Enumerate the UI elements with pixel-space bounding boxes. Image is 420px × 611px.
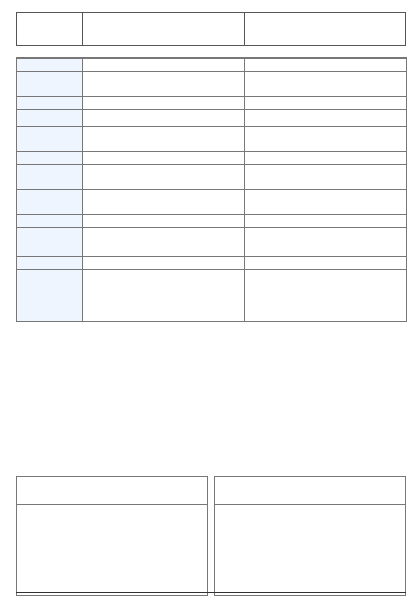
wednesday-cell	[245, 190, 407, 215]
row-label	[17, 72, 83, 97]
sunday-evening-title	[83, 13, 245, 45]
wednesday-cell	[245, 72, 407, 97]
table-row	[17, 97, 407, 110]
row-label	[17, 110, 83, 127]
wednesday-cell	[245, 215, 407, 228]
sunday-cell	[83, 257, 245, 270]
wednesday-cell	[245, 152, 407, 165]
dawn-prayer-title	[17, 477, 207, 505]
sunday-cell	[83, 72, 245, 97]
row-label	[17, 190, 83, 215]
sunday-cell	[83, 270, 245, 322]
wednesday-cell	[245, 228, 407, 257]
sunday-cell	[83, 165, 245, 190]
table-row	[17, 72, 407, 97]
table-row	[17, 110, 407, 127]
header-row	[16, 12, 406, 46]
sunday-cell	[83, 190, 245, 215]
table-row	[17, 270, 407, 322]
header-note	[16, 46, 406, 57]
sunday-cell	[83, 228, 245, 257]
row-label	[17, 215, 83, 228]
wednesday-cell	[245, 165, 407, 190]
sunday-cell	[83, 152, 245, 165]
table-row	[17, 165, 407, 190]
wednesday-evening-title	[245, 13, 406, 45]
table-row	[17, 190, 407, 215]
wednesday-cell	[245, 270, 407, 322]
row-label	[17, 165, 83, 190]
order-of-worship-table	[16, 57, 407, 322]
wednesday-cell	[245, 59, 407, 72]
wednesday-cell	[245, 257, 407, 270]
prayer-meetings	[16, 476, 406, 596]
friday-prayer-body	[215, 505, 405, 595]
table-row	[17, 152, 407, 165]
dawn-prayer-body	[17, 505, 207, 595]
table-row	[17, 127, 407, 152]
sunday-cell	[83, 110, 245, 127]
dawn-prayer-box	[16, 476, 208, 596]
row-label	[17, 152, 83, 165]
wednesday-cell	[245, 110, 407, 127]
sunday-cell	[83, 215, 245, 228]
sunday-cell	[83, 59, 245, 72]
table-row	[17, 228, 407, 257]
row-label	[17, 97, 83, 110]
row-label	[17, 59, 83, 72]
row-label	[17, 257, 83, 270]
service-time	[17, 13, 83, 45]
row-label	[17, 270, 83, 322]
table-row	[17, 59, 407, 72]
row-label	[17, 127, 83, 152]
sunday-cell	[83, 127, 245, 152]
table-row	[17, 257, 407, 270]
page-footer	[16, 592, 406, 606]
friday-prayer-box	[214, 476, 406, 596]
wednesday-cell	[245, 127, 407, 152]
sunday-cell	[83, 97, 245, 110]
table-row	[17, 215, 407, 228]
friday-prayer-title	[215, 477, 405, 505]
row-label	[17, 228, 83, 257]
bulletin-page	[16, 12, 406, 322]
wednesday-cell	[245, 97, 407, 110]
